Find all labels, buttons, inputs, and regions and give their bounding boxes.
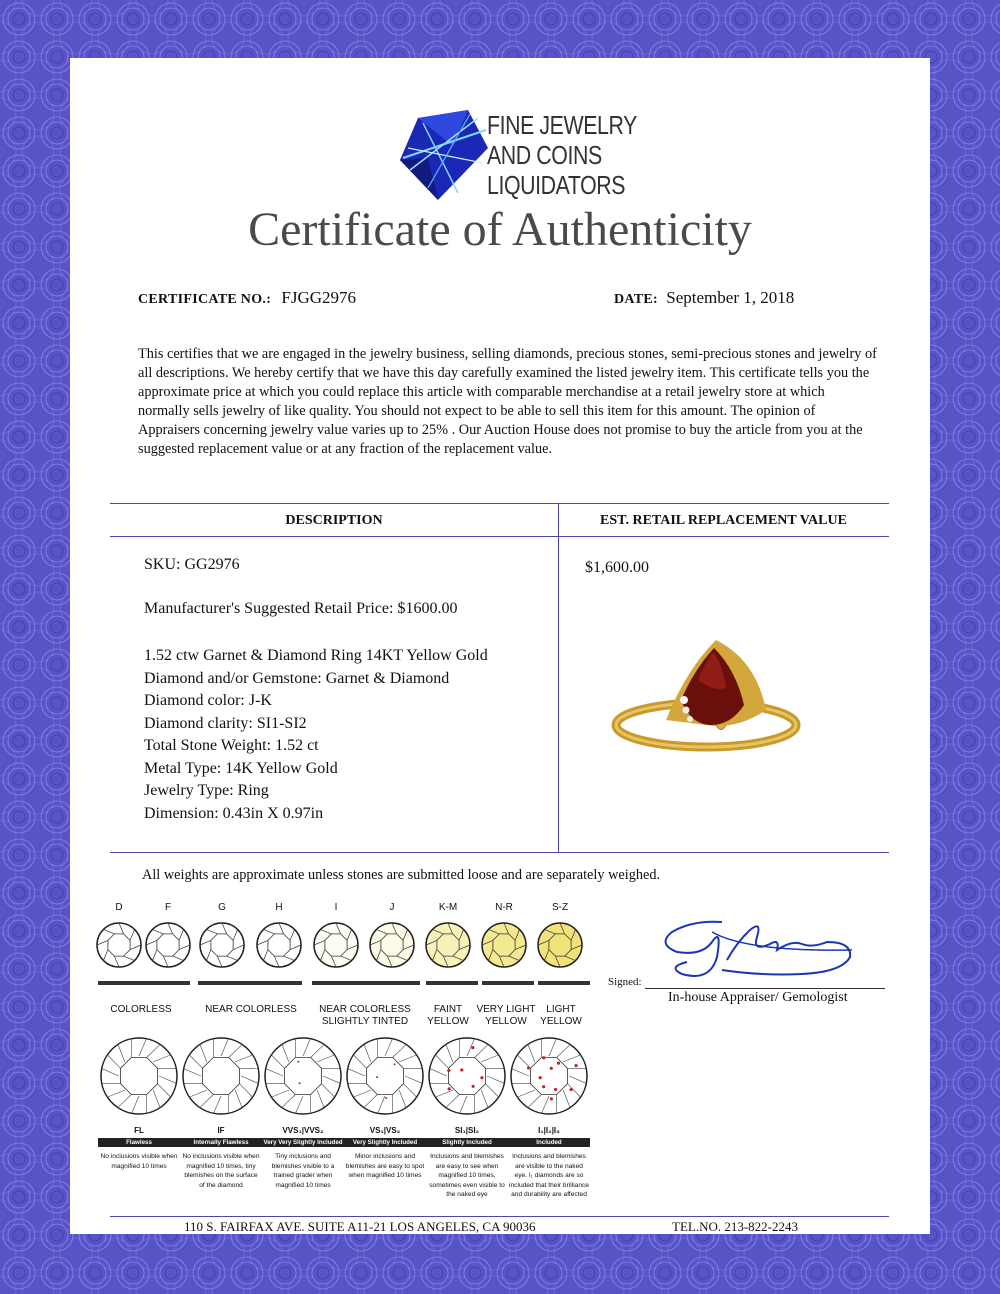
- item-line: Diamond clarity: SI1-SI2: [144, 714, 307, 732]
- clarity-diamond-icon: [265, 1038, 341, 1114]
- item-line: Diamond color: J-K: [144, 692, 272, 709]
- color-grade: [476, 1004, 536, 1028]
- color-diamond-icon: [482, 923, 526, 967]
- item-line: Total Stone Weight: 1.52 ct: [144, 737, 319, 754]
- clarity-diamond-icon: [429, 1038, 505, 1114]
- date-label: DATE:: [614, 292, 659, 307]
- ring-image: [606, 630, 806, 780]
- certificate-title: Certificate of Authenticity: [248, 203, 752, 256]
- clarity-diamond-icon: [183, 1038, 259, 1114]
- clarity-diamond-icon: [511, 1038, 587, 1114]
- color-group-bar: [312, 981, 420, 985]
- color-scale-diamonds: [90, 915, 600, 990]
- clarity-description: Inclusions and blemishes are easy to see when magnified 10 times, sometimes even visible to the naked eye: [429, 1153, 505, 1198]
- item-line: 1.52 ctw Garnet & Diamond Ring 14KT Yellow Gold: [144, 647, 488, 664]
- msrp: Manufacturer's Suggested Retail Price: $1600.00: [144, 600, 458, 617]
- color-grade-line1: NEAR COLORLESS: [205, 1004, 297, 1015]
- color-grade: [420, 1004, 476, 1028]
- company-address: 110 S. FAIRFAX AVE. SUITE A11-21 LOS ANGELES, CA 90036: [184, 1219, 536, 1234]
- handwritten-signature: [652, 912, 862, 992]
- appraiser-title: In-house Appraiser/ Gemologist: [668, 990, 848, 1005]
- color-grade-line1: COLORLESS: [110, 1004, 172, 1015]
- clarity-description: No inclusions visible when magnified 10 times, tiny blemishes on the surface of the diamond: [182, 1153, 260, 1189]
- color-grade: [310, 1004, 420, 1028]
- item-line: Jewelry Type: Ring: [144, 782, 269, 799]
- color-grade-line1: NEAR COLORLESS: [319, 1004, 411, 1015]
- table-column-divider: [558, 503, 559, 853]
- clarity-name: Very Very Slightly Included: [263, 1139, 343, 1146]
- clarity-name: Internally Flawless: [180, 1138, 262, 1147]
- clarity-name: Slightly Included: [426, 1138, 508, 1147]
- color-diamond-icon: [538, 923, 582, 967]
- company-name-line3: LIQUIDATORS: [487, 170, 626, 200]
- color-grade-line2: YELLOW: [427, 1016, 469, 1027]
- certificate-number: [138, 288, 356, 308]
- clarity-description: No inclusions visible when magnified 10 times: [100, 1153, 178, 1170]
- certificate-date: [614, 288, 794, 308]
- table-top-rule: [110, 503, 889, 504]
- certificate-number-value: FJGG2976: [281, 288, 357, 307]
- description-header: DESCRIPTION: [285, 513, 383, 528]
- company-name-line2: AND COINS: [487, 140, 602, 170]
- clarity-description: Minor inclusions and blemishes are easy to spot when magnified 10 times: [345, 1153, 425, 1179]
- color-diamond-icon: [200, 923, 244, 967]
- item-line: Diamond and/or Gemstone: Garnet & Diamond: [144, 669, 450, 687]
- color-diamond-icon: [257, 923, 301, 967]
- color-group-bar: [198, 981, 302, 985]
- item-line: Metal Type: 14K Yellow Gold: [144, 759, 338, 777]
- color-grade-line2: SLIGHTLY TINTED: [321, 1016, 409, 1027]
- color-letter: H: [275, 902, 283, 913]
- certification-statement: This certifies that we are engaged in the jewelry business, selling diamonds, precious stones, semi-precious stones and jewelry of all descriptions. We hereby certify that we have this day carefully examined the listed jewelry item. This certificate tells you the approximate price at which you could replace this article with comparable merchandise at a retail jewelry store at which normally sells jewelry of like quality. You should not expect to be able to sell this item for this amount. The opinion of Appraisers concerning jewelry value varies up to 25% . Our Auction House does not promise to buy the article from you at the suggested replacement value or at any fraction of the replacement value.: [138, 346, 877, 457]
- company-name-line1: FINE JEWELRY: [487, 110, 637, 140]
- clarity-code: IF: [217, 1126, 225, 1135]
- clarity-code: FL: [134, 1126, 144, 1135]
- color-group-bar: [482, 981, 534, 985]
- signed-label: Signed:: [608, 976, 642, 988]
- color-grade: [536, 1004, 586, 1028]
- clarity-name: Very Slightly Included: [344, 1138, 426, 1147]
- color-diamond-icon: [97, 923, 141, 967]
- color-grade-line2: YELLOW: [485, 1016, 527, 1027]
- clarity-name: Flawless: [98, 1138, 180, 1147]
- color-diamond-icon: [426, 923, 470, 967]
- color-grade: [196, 1004, 306, 1016]
- color-letter: G: [218, 902, 226, 913]
- clarity-scale-diamonds: [96, 1034, 596, 1124]
- table-bottom-rule: [110, 852, 889, 853]
- table-header-rule: [110, 536, 889, 537]
- clarity-diamond-icon: [101, 1038, 177, 1114]
- color-group-bar: [426, 981, 478, 985]
- weights-note: All weights are approximate unless stones are submitted loose and are separately weighed.: [142, 867, 661, 883]
- color-letter: N-R: [495, 902, 513, 913]
- color-grade-line1: FAINT: [433, 1004, 463, 1015]
- company-name: [487, 110, 637, 200]
- replacement-value: $1,600.00: [585, 559, 649, 576]
- replacement-value-header: EST. RETAIL REPLACEMENT VALUE: [600, 513, 847, 528]
- color-group-bar: [538, 981, 590, 985]
- color-grade-line2: YELLOW: [540, 1016, 582, 1027]
- clarity-name: Included: [508, 1138, 590, 1147]
- color-letter: J: [389, 902, 395, 913]
- color-grade: [100, 1004, 182, 1016]
- color-letter: S-Z: [551, 902, 569, 913]
- company-phone: TEL.NO. 213-822-2243: [672, 1219, 799, 1234]
- color-diamond-icon: [146, 923, 190, 967]
- sku: SKU: GG2976: [144, 556, 240, 573]
- clarity-code: SI₁|SI₂: [454, 1126, 480, 1135]
- color-group-bar: [98, 981, 190, 985]
- clarity-description: Inclusions and blemishes are visible to the naked eye. I₁ diamonds are so included that their brilliance and durability are affected: [509, 1153, 589, 1198]
- clarity-diamond-icon: [347, 1038, 423, 1114]
- color-grade-line1: LIGHT: [546, 1004, 576, 1015]
- clarity-description: Tiny inclusions and blemishes visible to a trained grader when magnified 10 times: [271, 1153, 335, 1189]
- item-description-list: [144, 645, 488, 825]
- color-letter: I: [334, 902, 338, 913]
- color-letter: F: [164, 902, 172, 913]
- clarity-code: I₁|I₂|I₃: [538, 1126, 560, 1135]
- item-line: Dimension: 0.43in X 0.97in: [144, 804, 324, 822]
- color-letter: D: [115, 902, 123, 913]
- color-diamond-icon: [314, 923, 358, 967]
- color-grade-line1: VERY LIGHT: [476, 1004, 536, 1015]
- clarity-code: VS₁|VS₂: [369, 1126, 401, 1135]
- certificate-number-label: CERTIFICATE NO.:: [138, 292, 272, 307]
- color-diamond-icon: [370, 923, 414, 967]
- footer-rule: [110, 1216, 889, 1217]
- company-logo-gem-icon: [398, 108, 490, 204]
- date-value: September 1, 2018: [666, 288, 795, 307]
- clarity-code: VVS₁|VVS₂: [282, 1126, 324, 1135]
- color-letter: K-M: [438, 902, 458, 913]
